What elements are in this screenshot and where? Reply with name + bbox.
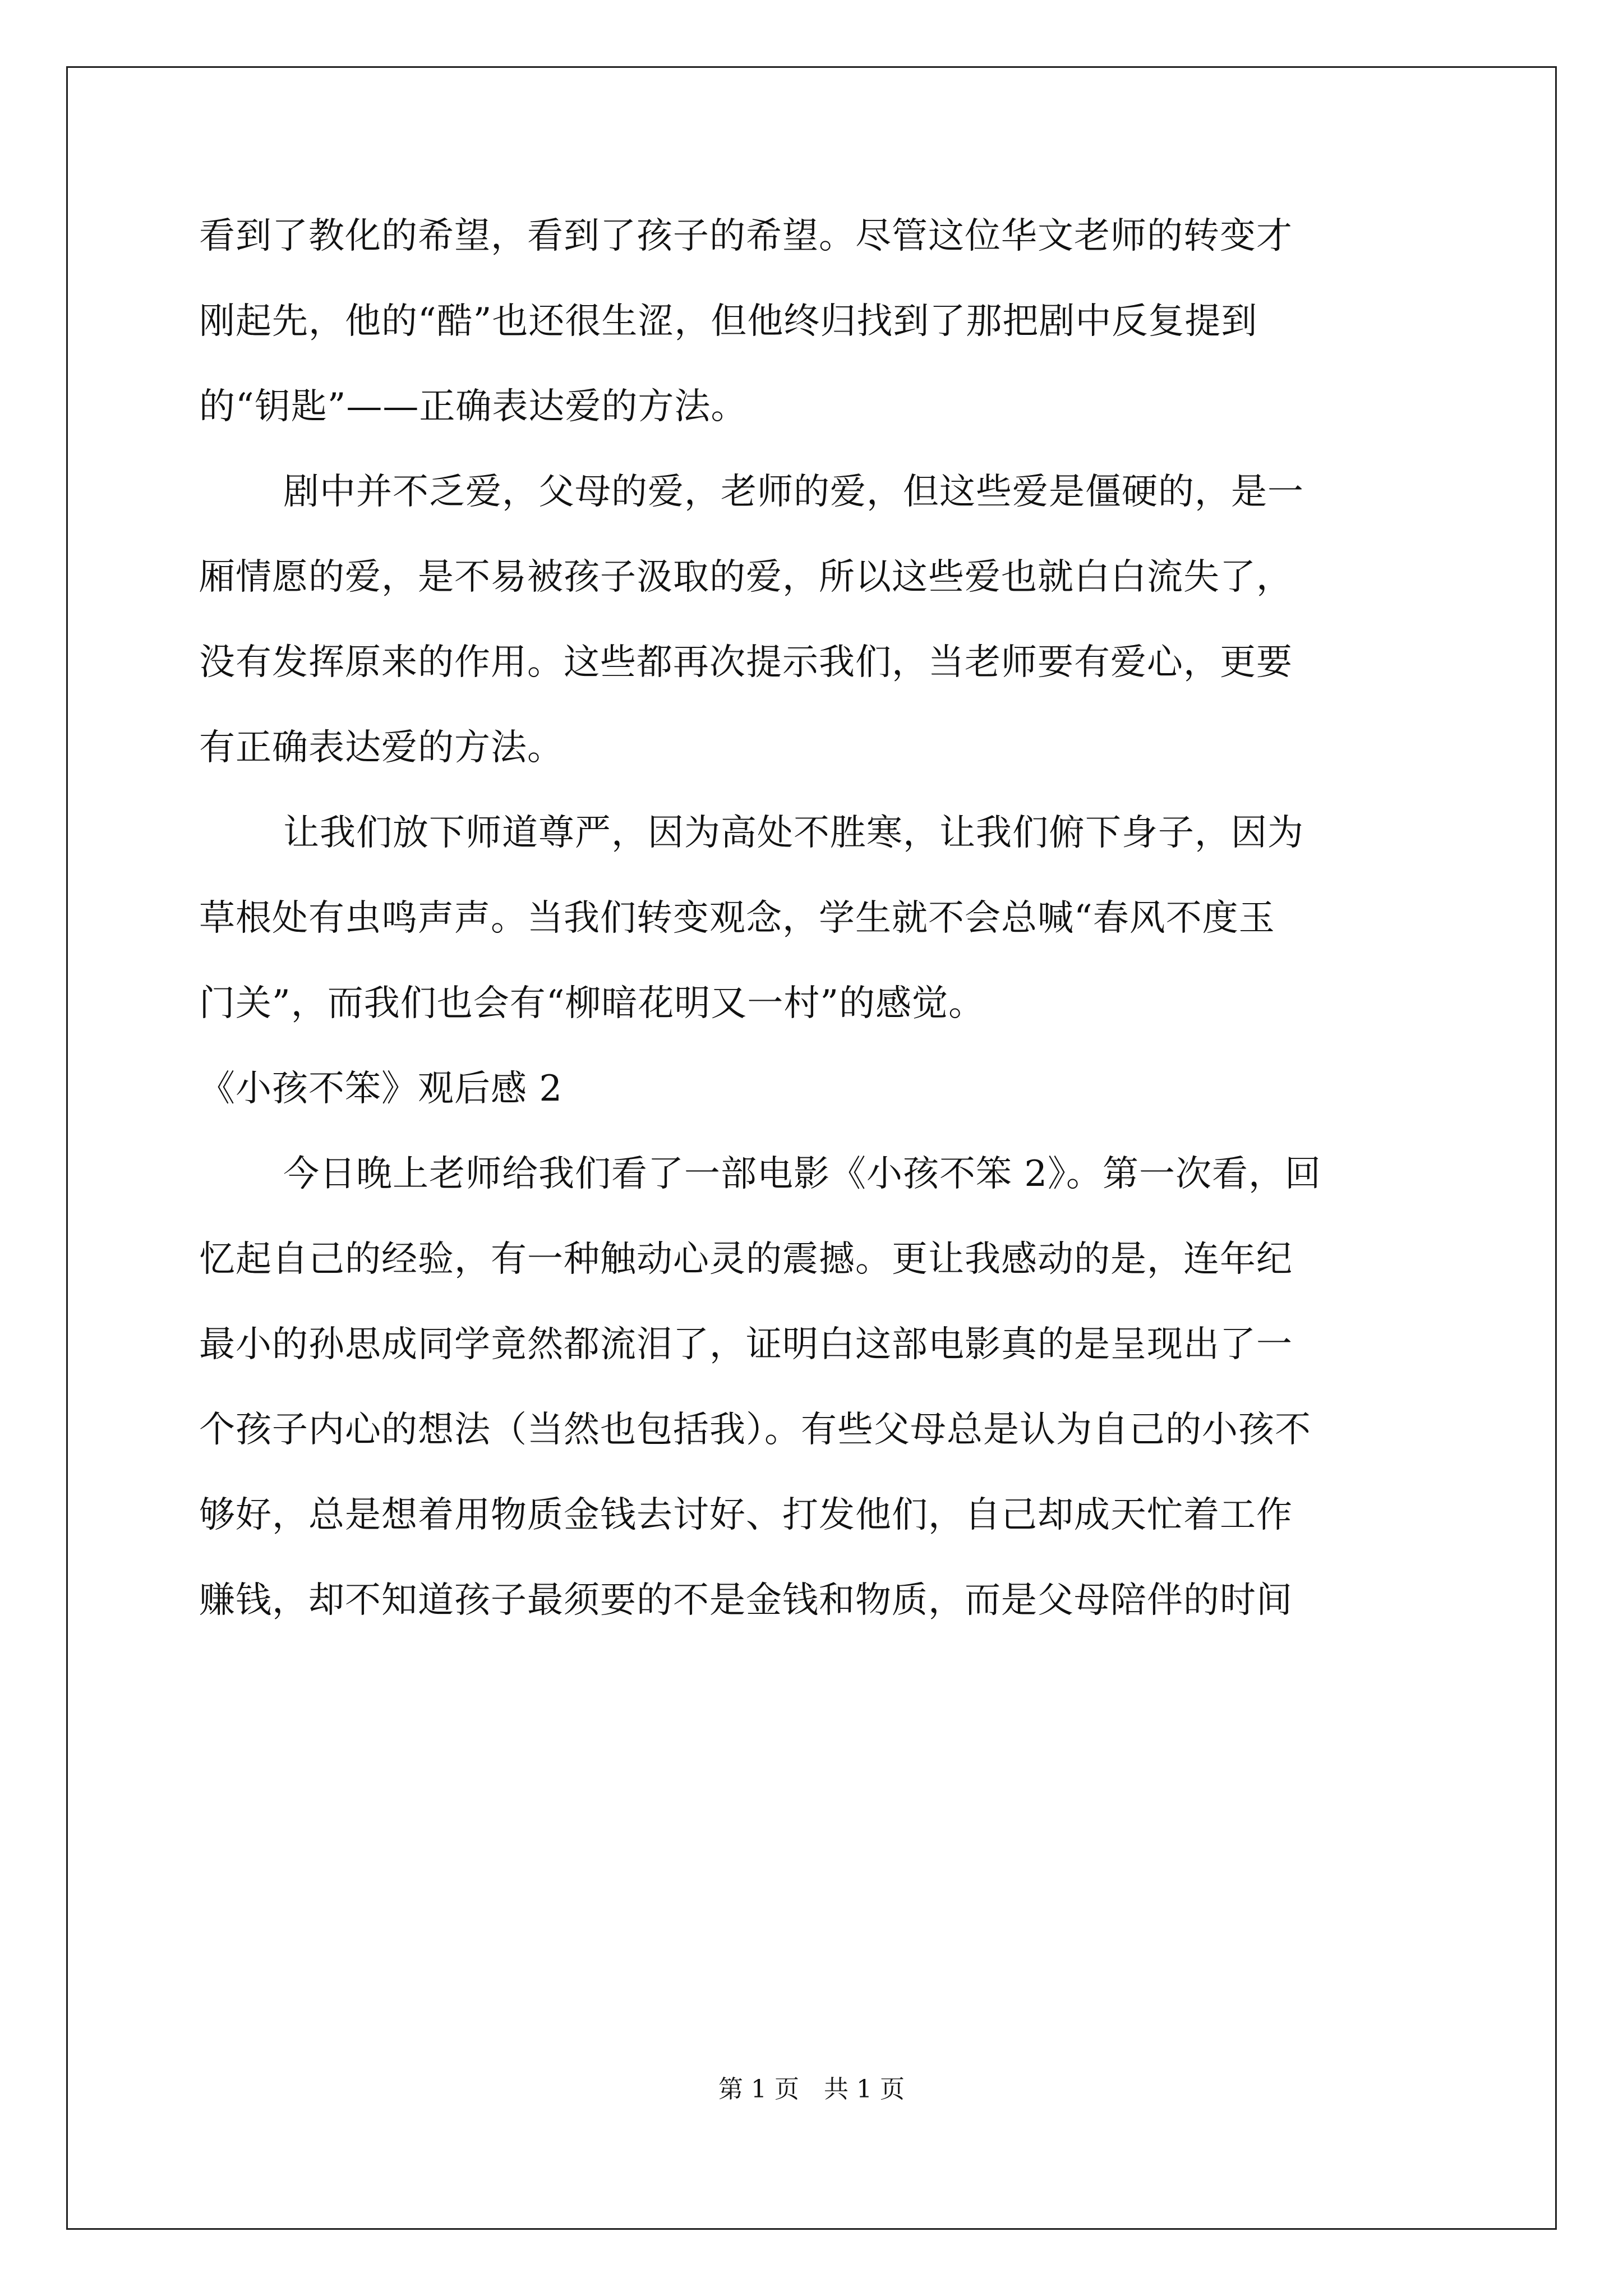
document-body: [199, 194, 1430, 1643]
text-line-9: 草根处有虫鸣声声。当我们转变观念，学生就不会总喊“春风不度玉: [199, 898, 1275, 939]
text-line-7: 有正确表达爱的方法。: [199, 727, 564, 769]
text-line-3: 的“钥匙”——正确表达爱的方法。: [199, 386, 748, 427]
text-line-13: 忆起自己的经验，有一种触动心灵的震撼。更让我感动的是，连年纪: [199, 1239, 1293, 1280]
section-heading: 《小孩不笨》观后感 2: [199, 1068, 563, 1110]
text-line-15: 个孩子内心的想法（当然也包括我）。有些父母总是认为自己的小孩不: [199, 1409, 1311, 1451]
text-line-17: 赚钱，却不知道孩子最须要的不是金钱和物质，而是父母陪伴的时间: [199, 1580, 1293, 1621]
text-line-6: 没有发挥原来的作用。这些都再次提示我们，当老师要有爱心，更要: [199, 642, 1293, 683]
text-line-2: 刚起先，他的“酷”也还很生涩，但他终归找到了那把剧中反复提到: [199, 301, 1258, 342]
text-line-1: 看到了教化的希望，看到了孩子的希望。尽管这位华文老师的转变才: [199, 215, 1293, 257]
text-line-14: 最小的孙思成同学竟然都流泪了，证明白这部电影真的是呈现出了一: [199, 1324, 1293, 1365]
text-line-12: 今日晚上老师给我们看了一部电影《小孩不笨 2》。第一次看，回: [283, 1153, 1322, 1195]
text-line-8: 让我们放下师道尊严，因为高处不胜寒，让我们俯下身子，因为: [283, 812, 1304, 854]
text-line-10: 门关”，而我们也会有“柳暗花明又一村”的感觉。: [199, 983, 985, 1024]
text-line-5: 厢情愿的爱，是不易被孩子汲取的爱，所以这些爱也就白白流失了，: [199, 556, 1293, 598]
page-footer: 第 1 页 共 1 页: [718, 2075, 905, 2104]
text-line-4: 剧中并不乏爱，父母的爱，老师的爱，但这些爱是僵硬的，是一: [283, 471, 1304, 513]
text-line-16: 够好，总是想着用物质金钱去讨好、打发他们，自己却成天忙着工作: [199, 1494, 1293, 1536]
